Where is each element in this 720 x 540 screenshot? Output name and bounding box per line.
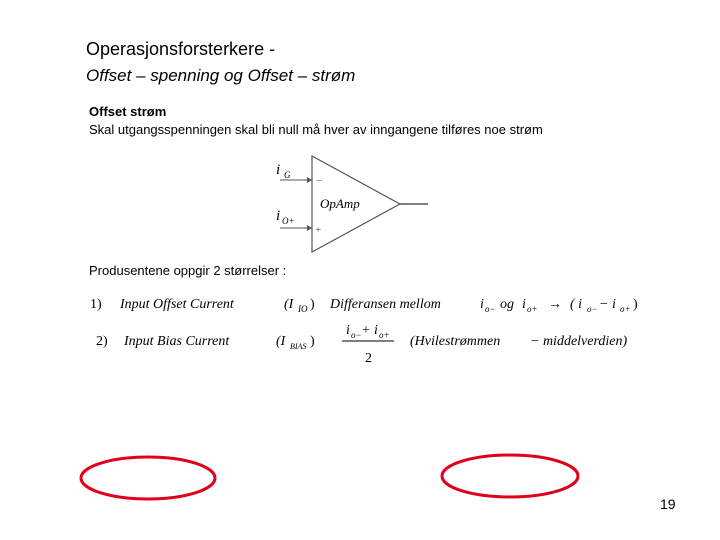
page-title: Operasjonsforsterkere - — [86, 39, 276, 59]
plus-sign: + — [315, 224, 322, 236]
formula-2-frac-plus: + — [362, 323, 370, 338]
formula-2-frac-b: i — [374, 323, 378, 338]
formula-1-number: 1) — [90, 297, 102, 312]
formula-1-i2-sub: o+ — [527, 304, 538, 314]
formula-2-symbol-sub: BIAS — [290, 342, 307, 351]
formula-2-frac-a: i — [346, 323, 350, 338]
formula-1-symbol-sub: IO — [298, 304, 308, 314]
formula-1-desc: Differansen mellom — [330, 297, 441, 312]
opamp-label: OpAmp — [320, 196, 360, 211]
formula-1-i1-sub: o− — [485, 304, 496, 314]
highlight-ellipse-right — [442, 455, 578, 497]
formula-1-result-sub2: o+ — [620, 304, 631, 314]
formula-1-result-close: ) — [633, 297, 638, 312]
section-title: Offset strøm — [89, 104, 167, 119]
formula-2-desc2: − middelverdien) — [530, 334, 628, 349]
formula-1-i1: i — [480, 297, 484, 312]
formula-2-symbol: (I — [276, 334, 286, 349]
formula-1-i2: i — [522, 297, 526, 312]
formula-1-arrow: → — [548, 297, 562, 312]
formula-2-desc: (Hvilestrømmen — [410, 334, 501, 349]
formula-1-result-sub1: o− — [587, 304, 598, 314]
formula-2-number: 2) — [96, 334, 108, 349]
producers-text: Produsentene oppgir 2 størrelser : — [89, 263, 287, 278]
input-current-bottom-sub: O+ — [282, 216, 295, 226]
input-current-top-label: i — [276, 162, 281, 178]
formula-2-frac-b-sub: o+ — [379, 330, 390, 340]
input-current-top-sub: G — [284, 170, 291, 180]
section-text: Skal utgangsspenningen skal bli null må hver av inngangene tilføres noe strøm — [89, 122, 543, 137]
formula-1-result: ( i — [570, 297, 583, 312]
formula-2-symbol-close: ) — [310, 334, 315, 349]
highlight-ellipse-left — [81, 457, 215, 499]
input-current-bottom-label: i — [276, 208, 281, 224]
formula-1-symbol-close: ) — [310, 297, 315, 312]
formula-1-og: og — [500, 297, 514, 312]
formula-1-result-mid: − i — [599, 297, 616, 312]
formula-1-words: Input Offset Current — [120, 297, 234, 312]
formula-2-frac-a-sub: o− — [351, 330, 362, 340]
page-number: 19 — [660, 496, 676, 512]
formula-2-words: Input Bias Current — [124, 334, 230, 349]
minus-sign: − — [316, 175, 323, 187]
formula-1-symbol: (I — [284, 297, 294, 312]
page-subtitle: Offset – spenning og Offset – strøm — [86, 66, 356, 85]
formula-2-frac-den: 2 — [365, 351, 372, 366]
